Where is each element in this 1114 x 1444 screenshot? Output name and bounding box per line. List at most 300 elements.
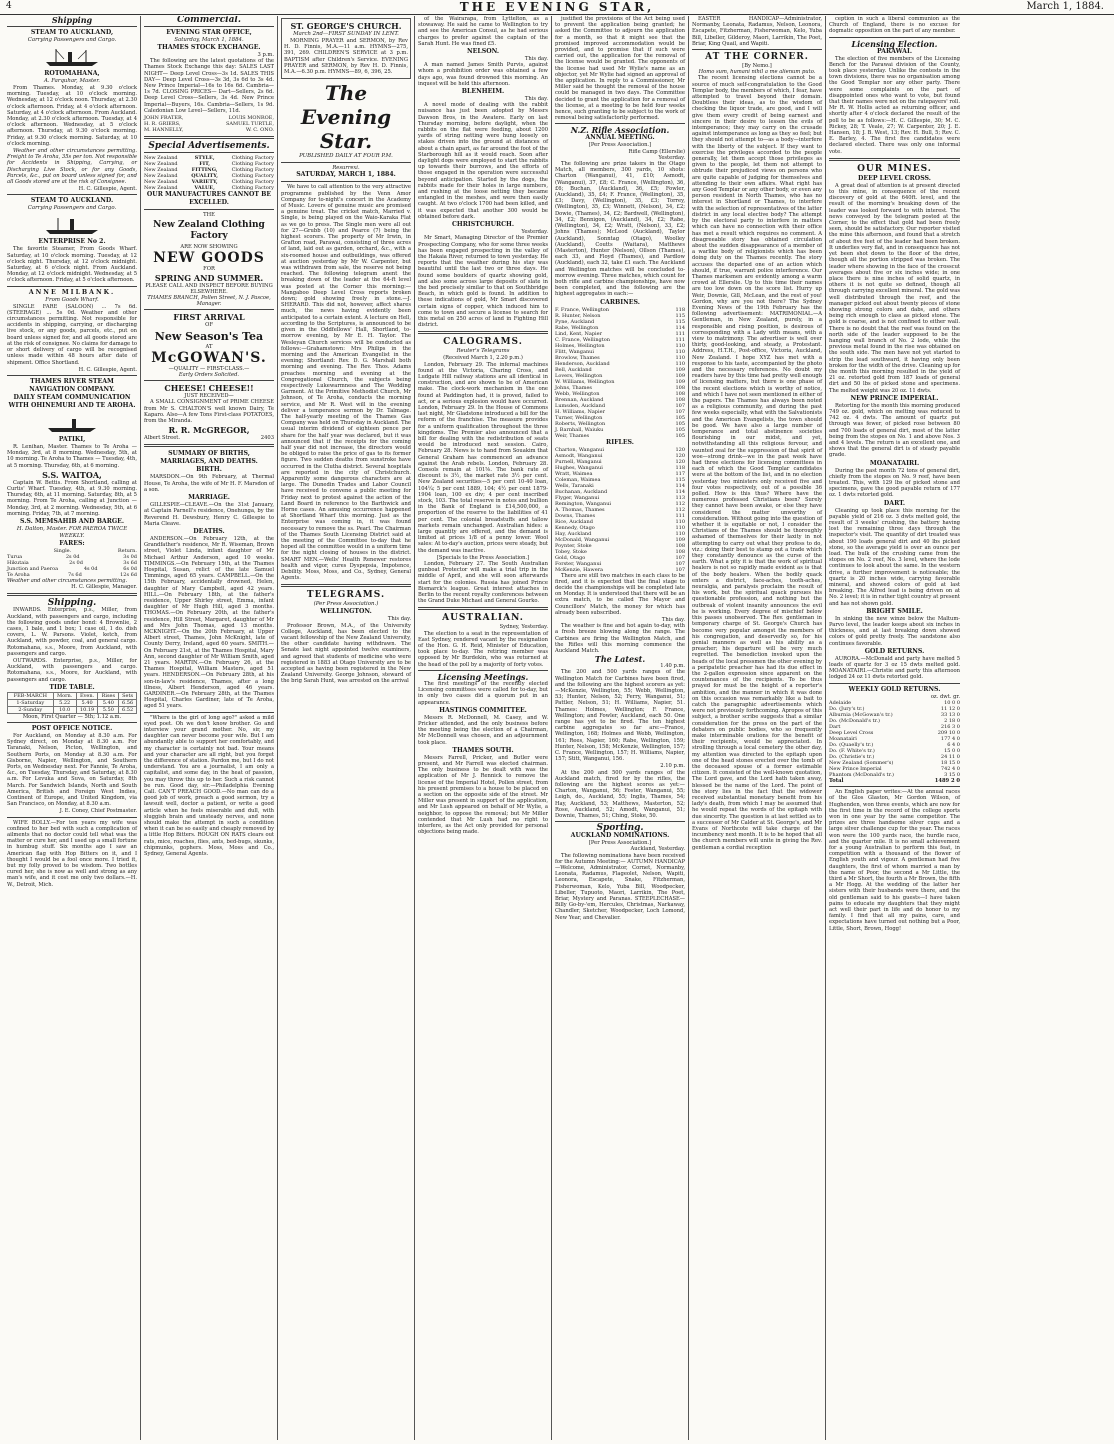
- new-seasons-tea: New Season's Tea: [154, 329, 264, 343]
- rotomahana-agent: H. C. Gillespie, Agent.: [78, 186, 137, 193]
- table-row: 2-Sunday 10.0 10.19 5.50 6.52: [8, 706, 137, 713]
- list-item-value: 114: [675, 324, 685, 331]
- list-item-name: Roberts, Wellington: [555, 420, 606, 427]
- table-row: 1-Saturday 5.22 5.40 5.40 6.56: [8, 699, 137, 706]
- waitoa-heading: S.S. WAITOA,: [42, 469, 102, 480]
- calograms-received: (Received March 1, 2.20 p.m.): [443, 355, 523, 362]
- paper-title: The Evening Star.: [300, 81, 392, 154]
- list-item-value: 107: [675, 560, 685, 567]
- weekly-units: oz. dwt. gr.: [930, 693, 960, 700]
- list-item-value: 33 13 0: [940, 711, 960, 718]
- christchurch-text: Mr Smart, Managing Director of the Premier Prospecting Company, who for some three weeks has been engaged prospecting in the valley of the Hakaia River, returned to town yesterday. He reports that the weather during his stay was beautiful until the last two or three days. He found some boulders of quartz showing gold, and also some across large deposits of slate in the bed precisely similar to that on Southbridge Beach, in which gold is found. In addition to these indications of gold, Mr Smart discovered certain signs of copper, which induced him to come to town and secure a license to search for this metal on 250 acres of land in Fighting Hill district.: [418, 235, 548, 329]
- broker-list: [144, 115, 274, 133]
- masthead-title: THE EVENING STAR,: [459, 0, 655, 14]
- list-item-value: 105: [675, 420, 685, 427]
- arrival-of: OF: [205, 322, 213, 329]
- weekly-total-value: 1489 2 0: [934, 777, 960, 784]
- list-item-value: 24 11 0: [940, 753, 960, 760]
- list-item-value: 118: [675, 464, 685, 471]
- list-item-value: 120: [675, 452, 685, 459]
- church-notice: [281, 18, 411, 79]
- nz-for: FOR: [203, 266, 215, 273]
- australian-text: The election to a seat in the representation of East Sydney, rendered vacant by the resignation of the Hon. G. H. Reid, Minister of Education, took place to-day. The retiring member was opposed by Mr Burdekin, who was returned at the head of the poll by a majority of forty votes.: [418, 630, 548, 668]
- column-4: [415, 16, 552, 1440]
- list-item-name: Rice, Auckland: [555, 518, 593, 525]
- calograms-sub: Reuter's Telegrams: [456, 348, 510, 355]
- anne-milbank-text: SINGLE FARE (SALOON) ... 7s 6d. (STEERAGE) ... 5s 0d. Weather and other circumstances permitting. Not responsible for accidents in shipping, carrying, or discharging live stock, or any goods, parcels, etc., put on board unless signed for, and all goods stored are at the risk of consignee. No claims for damage to or short delivery of cargo will be recognised unless made within 48 hours after date of shipment. Office Shortland.: [7, 303, 137, 366]
- wellington-text: Professor Brown, M.A., of the University College, Auckland, has been elected to the vacant fellowship of the New Zealand University, the other candidate having withdrawn. The Senate last night appointed twelve examiners, and agreed that students of medicine who were registered in 1883 at Otago University are to be accepted as having been registered in the New Zealand University. George Johnson, steward of the brig Sarah Hunt, was arrested on the arrival: [281, 622, 411, 685]
- calograms-text: London, February 29. The infernal machines found at the Victoria, Charing Cross, and Ludgate Hill railway stations are all identical in construction, and are shown to be of American make. The clock-work mechanism in the one found at Paddington had, it is proved, failed to act, or a serious explosion would have occurred. London, February 29. In the House of Commons last night, Mr Gladstone introduced a bill for the reform of the franchise. The measure provides for a uniform qualification throughout the three kingdoms. The Premier also announced that a bill for dealing with the redistribution of seats would be introduced next session. Cairo, February 28. News is to hand from Souakim that General Graham has commenced an advance against the Arab rebels. London, February 28. Consols remain at 101⅝. The bank rate of discount is 3½, the market rate 3½ per cent. New Zealand securities—5 per cent 10-40 loan, 104¼; 5 per cent 1889, 104; 4½ per cent 1879-1904 loan, 100 ex div; 4 per cent inscribed stock, 103. The total reserve in notes and bullion in the Bank of England is £14,500,000, a proportion of the reserve to the liabilities of 41 per cent. The colonial breadstuffs and tallow markets remain unchanged. Australian hides: a large quantity are offered, and the demand is limited at prices 1/8 of a penny lower. Wool sales: At to-day's auction, prices were steady, but the demand was inactive.: [418, 361, 548, 554]
- list-item-value: 11 12 0: [940, 705, 960, 712]
- thames-branch: THAMES BRANCH, Pollen Street, N. J. Pascoe, Manager.: [147, 295, 271, 308]
- column-3: [278, 16, 415, 1440]
- list-item-value: 2 18 0: [944, 717, 960, 724]
- deep-level-cross-heading: DEEP LEVEL CROSS.: [858, 174, 931, 182]
- column-7: [826, 16, 963, 1440]
- steamship-icon: [42, 412, 102, 434]
- marriage-heading: MARRIAGE.: [188, 494, 230, 502]
- list-item-name: Phantom (McDonald's tr.): [829, 771, 894, 778]
- rotomahana-schedule: From Thames. Monday, at 9.30 o'clock morning. Tuesday, at 10 o'clock morning. Wednesday, at 12 o'clock noon. Thursday, at 2.30 o'clock afternoon. Friday, at 4 o'clock afternoon. Saturday, at 4 o'clock afternoon. From Auckland. Monday, at 2.30 o'clock afternoon. Tuesday, at 4 o'clock afternoon. Wednesday, at 5 o'clock afternoon. Thursday, at 9.30 o'clock morning. Friday, at 9.30 o'clock morning. Saturday, at 10 o'clock morning.: [7, 85, 137, 147]
- list-item-value: 6 4 0: [947, 741, 960, 748]
- deaths-text: ANDERSON.—On February 12th, at the Grandfather's residence, Mr R. Wiseman, Brown street, Violet Linda, infant daughter of Mr Michael Arthur Anderson, aged 10 weeks. TIMMINGS.—On February 15th, at the Thames Hospital, Susan, relict of the late Samuel Timmings, aged 65 years. CAMPBELL.—On the 15th February, accidentally drowned, Helen, daughter of Mary Campbell, aged 42 years. HILL.—On February 18th, at the father's residence, Upper Shirley street, Emma, infant daughter of Mr Hugh Hill, aged 3 months. THOMAS.—On February 20th, at the father's residence, Hill Street, Margaret, daughter of Mr and Mrs John Thomas, aged 13 months. MCKNIGHT.—On the 20th February, at Upper Albert street, Thames, John McKnight, late of County Derry, Ireland, aged 60 years. SMITH.—On February 21st, at the Thames Hospital, Mary Ann, second daughter of Mr William Smith, aged 21 years. MARTIN.—On February 26, at the Thames Hospital, William Masters, aged 51 years. HENDERSON.—On February 28th, at his son-in-law's residence, Thames, after a long illness, Albert Henderson, aged 46 years. GARDINER.—On February 28th, at the Thames Hospital, Charles Gardiner, late of Te Aroha, aged 51 years.: [144, 535, 274, 710]
- list-item-name: F. France, Wellington: [555, 306, 610, 313]
- mcgowans: McGOWAN'S.: [151, 349, 267, 366]
- post-office-signature: J. E. Coney, Chief Postmaster.: [59, 808, 137, 815]
- weekly-total-label: Total: [829, 777, 844, 784]
- licensing-election-text: The election of five members of the Licensing Bench for the Parawai division of the County, took place yesterday. Unlike the contests in the town divisions, there was no organisation among the Good Templar nor any other party. There were some complaints on the part of disappointed ones who want to vote, but found that their names were not on the ratepayers' roll. Mr R. W. Hollis acted as returning officer, and shortly after 4 o'clock declared the result of the poll to be as follows:—H. C. Gillespie, 30; M. C. Rickey, 28; T. Veale, 27; W. Carpenter, 20; J. E. Hansen, 18; J. B. West, 13; Rev. H. Bull, 5; Rev. C. E. Barley, 4. The first five candidates were declared elected. There was only one informal vote.: [829, 55, 960, 155]
- wellington-heading: WELLINGTON.: [320, 608, 372, 616]
- nelson-heading: NELSON.: [467, 48, 499, 56]
- dart-heading: DART.: [883, 499, 906, 507]
- weekly-total-row: [829, 778, 960, 784]
- parawai-heading: PARAWAI.: [876, 47, 913, 55]
- steamship-icon: [42, 214, 102, 236]
- list-item-name: Alburnia (McGowan's tr.): [829, 711, 893, 718]
- list-item-value: 107: [675, 402, 685, 409]
- telegrams-heading: TELEGRAMS.: [306, 590, 386, 601]
- list-item-name: New Zealand (Sommer's): [829, 759, 894, 766]
- steamship-icon: [42, 46, 102, 68]
- list-item-name: Brennan, Auckland: [555, 396, 604, 403]
- carbines-list: [555, 307, 685, 439]
- fares-row: Junction and Paeroa 4s 0d 6s 0d: [7, 565, 137, 572]
- licensing-meetings-text: The first meetings of the recently elected Licensing committees were called for to-day, but in only two cases did a quorum put in an appearance.: [418, 680, 548, 706]
- column-6: [689, 16, 826, 1440]
- fares-table: [7, 548, 137, 578]
- manufactures-note: OUR MANUFACTURES CANNOT BE EXCELLED.: [146, 191, 272, 207]
- birth-text: MARSDON.—On 9th February, at Thermal House, Te Aroha, the wife of Mr H. F. Marsdon of a son.: [144, 474, 274, 493]
- list-item-value: 177 4 0: [940, 735, 960, 742]
- rotomahana-master: A. Farquhar, Master.: [43, 78, 101, 84]
- list-item-value: 115: [675, 476, 685, 483]
- list-item-value: 117: [675, 470, 685, 477]
- list-item-value: 112: [675, 506, 685, 513]
- thames-south-heading: THAMES SOUTH.: [452, 746, 514, 754]
- list-item-value: 110: [675, 524, 685, 531]
- thames-river-sub: DAILY STEAM COMMUNICATION WITH OHINEMURI AND TE AROHA.: [8, 393, 136, 409]
- cheese-text: A SMALL CONSIGNMENT of PRIME CHEESE from Mr S. CHALTON'S well known Dairy, Te Kaparo. Also—A few Tons First-class POTATOES, from the Miranda.: [144, 399, 274, 425]
- church-sub: March 2nd—FIRST SUNDAY IN LENT.: [293, 31, 399, 37]
- list-item-name: Gold, Otago: [555, 554, 586, 561]
- marriage-text: GILLESPIE—CLEAVE.—On the 31st January, at Captain Parnell's residence, Onehunga, by the Reverend H. Dewsbury, Henry C. Gillespie to Maria Cleave.: [144, 502, 274, 527]
- enterprise-sub: Carrying Passengers and Cargo.: [27, 205, 117, 212]
- australian-heading: AUSTRALIAN.: [442, 613, 524, 624]
- auckland-nominations: AUCKLAND NOMINATIONS.: [570, 832, 670, 840]
- deep-level-cross-text: A great deal of attention is at present directed to this mine, in consequence of the recent discovery of gold at the 640ft. level, and the result of the morning's breaking down of the leader was looked forward to with interest. The news conveyed by the telegram posted at the Corner, to the effect that gold had been freely seen, should be satisfactory. Our reporter visited the mine this afternoon, and found that a stretch of about five feet of the leader had been broken. It underlies very flat, and in consequence has not yet been shot down to the floor of the drive, though all the portion stripped was broken. The leader where showing in the face of the crosscut averages about five or six inches wide; in one place there is nine inches of solid quartz, in others it is not quite so defined, though all through carrying excellent mineral. The gold was well distributed through the reef, and the manager picked out about twenty pieces of stone showing strong colors and dabs, and others being rich enough to class as picked stone. The gold is coarse, and is not confined to either wall. There is no doubt that the reef was found on the north side of the leader supposed to be the hanging wall branch of No. 2 lode, while the previous metal found in the rise was obtained on the south side. The men have not yet started to strip the lead southward, it having only been broken for the width of the drive. Cleaning up for the month this morning resulted in the yield of 21 oz. retorted gold from 187 loads of general dirt and 50 lbs of picked stone and specimens. The melted weight was 20 oz. 11 dwts.: [829, 182, 960, 394]
- list-item-value: 111: [675, 512, 685, 519]
- list-item-name: Do. (F. White's tr.): [829, 747, 875, 754]
- enterprise-name: ENTERPRISE No 2.: [38, 238, 106, 246]
- shipping-heading: Shipping: [51, 16, 93, 25]
- list-item-name: Bell, Auckland: [555, 366, 592, 373]
- new-prince-imperial-text: Retorting for the month this morning produced 749 oz. gold, which on melting was reduced to 742 oz. 4 dwts. The amount of quartz put through was fewer, of picked rose between 80 and 700 loads of general dirt, most of the latter being from the stopes on No. 1 and above Nos. 3 and 4 levels. The return is an excellent one, and shows that the general dirt is of steady payable grade.: [829, 402, 960, 459]
- list-item-name: Asmodt, Wanganui: [555, 452, 603, 459]
- fares-row: Te Aroha 7s 6d 12s 6d: [7, 571, 137, 578]
- latest-heading: The Latest.: [594, 654, 646, 665]
- list-item-value: 108: [675, 384, 685, 391]
- list-item-name: McKenzie, Hawera: [555, 566, 604, 573]
- rr-address: Albert Street.: [144, 435, 181, 442]
- list-item-value: 216 3 0: [940, 723, 960, 730]
- at-the-corner-heading: AT THE CORNER.: [705, 52, 809, 63]
- at-the-corner-text: The recent licensing elections cannot be a source of much self-congratulation to the Good Templar body, the members of which, I fear, have attempted to travel beyond their domain. Doubtless their ideas, as to the wisdom of checking the liquor trade, are good, and I will give them every credit of being earnest and sincere in their desire to lessen the evils of intemperance; they may carry on the crusade against intemperance as long as they so feel; but they should not attempt to—as a body—interfere with the liberty of the subject. If they want to exercise the privileges accorded to the people generally, let them accept those privileges as given to the people, let them not attempt to obtrude their prejudiced views on persons who are quite capable of judging for themselves and attending to their own affairs. What right has any Good Templar or any other body, or even any person resident in North Thames, who has no interest in Shortland or Thames, to interfere with the selection of representatives of the latter district in any local elective body? The attempt by the electoral party to interfere in matters which can have no connection with their office has met a result which requires no comment. A disagreeable story has obtained circulation about the sudden disappearance of a member of a warlike body of religionists which has been doing duty on the Thames recently. The story accuses the departed one of an action which should, if true, warrant police interference. Our Thames marksmen are evidently among a warm crowd at Ellerslie. Up to this time their names are too low down on the score list. Hurry up Weir, Downie, Gill, McLean, and the rest of you! Gordon, why are you not there? The Sydney Evening News of the 19th February has the following advertisement: MATRIMONIAL.—A Gentleman, in New Zealand, purely, in a responsible and rising position, is desirous of corresponding with a Lady with means, with a view to matrimony. The advertiser is well over thirty, good-looking, and steady, a Protestant. Address, H.T.H., Post-office, Victoria, Auckland, New Zealand. I hope XYZ has met with a response to his taste, accompanied by the photo and the necessary references. No doubt my readers have by this time had pretty well enough of licensing matters, but there is one phase of the recent elections which is worthy of notice, and which I have not seen mentioned in either of the papers. The Thames has always been noted as a religious community, and during the past few weeks especially, what with the Salvationists and the American Evangelists, the town should be good. We have also a large number of temperance and total abstinence societies flourishing in our midst, and yet, notwithstanding all this religious fervour, and vaunted zeal for the suppression of that spirit of woe—strong drink—we in the past week have had three elections for licensing committees in each of which the Good Templar candidates were at the bottom of the list, and in no election yesterday two ministers only received five and four votes respectively, out of a possible 36 polled. How is this thus? Where have the numerous professed Christians been? Surely they cannot have been awake, or else they have considered the matter unworthy of consideration. Without going into the question of whether it is equitable or not, I consider the Christians of the Thames should be thoroughly ashamed of themselves for their laxity in not attempting to carry out what they profess to do, viz.: doing their best to stamp out a trade which they constantly denounce as the curse of the earth. What a pity it is that the work of spiritual healers is not so rapidly made evident as is that of the body healers. When the bodily quack enters a district, face-aches, tooth-aches, neuralgia, and paralysis proclaim the result of his work, but the spiritual quack pursues his questionable profession, and nothing but the outbreak of violent insanity announces the evil he is working. Every degree of mischief below this passes unobserved. The Rev. gentleman in temporary charge of St. George's Church has become very popular amongst the members of his congregation, and deservedly so, for his genial manners as well as his ability as a preacher; his departure will be very much regretted. The benediction invoked upon the heads of the local pressmen the other evening by a peripatetic preacher has had its due effect in the 2-gallon expression since apparent on the countenances of the recipients. To be thus prayed for must be the height of a reporter's ambition, and the manner in which it was done on this occasion was remarkably like a bait to catch the paragraphic advertisements which were not previously forthcoming. Apropos of this subject, a brother scribe suggests that a similar consideration for the press on the part of the debaters on public bodies, who so frequently make interminable orations for the benefit of their recipients, would be appreciated. In strolling through a local cemetery the other day, my attention was directed to the epitaph upon one of the head stones erected over the tomb of the deceased spouse of a former estimable citizen. It consisted of the well-known quotation, The Lord gave, and the Lord hath taken away, blessed be the name of the Lord. The point of the story lies in the fact that the widower received substantial monetary benefit from his lady's death, from which I may be assumed that he would repeat the words of the epitaph with due sincerity. The question is at last settled as to a successor of Mr Calder at St. George's, and Mr Evans of Northcote will take charge of the incumbency next month. It is to be hoped that all the church members will unite in giving the Rev. gentleman a cordial reception: [692, 75, 822, 851]
- tide-table: [7, 692, 137, 714]
- broker-name: LOUIS MONROE,: [228, 115, 274, 122]
- list-item-name: R. Hunter, Nelson: [555, 312, 601, 319]
- masthead: [0, 0, 1114, 15]
- list-item-value: 105: [675, 426, 685, 433]
- licensing-meetings-heading: Licensing Meetings.: [437, 671, 529, 682]
- masthead-page-number: 4: [6, 1, 12, 11]
- nz-the: THE: [203, 212, 215, 219]
- fares-heading: FARES:: [59, 539, 85, 547]
- list-item-name: Lovers, Wellington: [555, 372, 603, 379]
- list-item-value: 3 15 0: [944, 771, 960, 778]
- gold-returns-heading: GOLD RETURNS.: [864, 647, 925, 655]
- list-item-name: Turner, Wellington: [555, 414, 603, 421]
- columns: [4, 16, 1112, 1440]
- list-item-name: Forster, Wanganui: [555, 560, 602, 567]
- continued-text: of the Wairarapa, from Lyttelton, as a stowaway. He said he came to Wellington to try and see the American Consul, as he had serious charges to prefer against the captain of the Sarah Hunt. He was fined £5.: [418, 16, 548, 47]
- table-row: FEB-MARCH Morn. Even. Rises Sets: [8, 692, 137, 699]
- quality-first-class: —QUALITY — FIRST-CLASS.—: [168, 365, 250, 372]
- latest-time: 1.40 p.m.: [660, 663, 685, 670]
- birth-heading: BIRTH.: [196, 466, 222, 474]
- early-orders: Early Orders Solicited.: [178, 372, 240, 379]
- list-item-value: 111: [675, 336, 685, 343]
- continued-text: EASTER HANDICAP—Administrator, Normanby, Leonata, Radamus, Nelson, Leonora, Escapete, Fitzherman, Fisherwoman, Kelo, Yuba Bill, Libeller, Gilderoy, Maori, Larrikin, The Poet, Briar, King Quail, and Wapiti.: [692, 16, 822, 47]
- broker-name: JOHN FRATER,: [144, 115, 184, 122]
- list-item-name: Do. (Quaelly's tr.): [829, 741, 874, 748]
- wellington-day: This day.: [387, 616, 411, 623]
- list-item-name: Flitt, Wanganui: [555, 348, 594, 355]
- list-item-value: 108: [675, 542, 685, 549]
- rifle-day-2: This day.: [661, 616, 685, 623]
- list-item-name: New Prince Imperial: [829, 765, 882, 772]
- list-item-value: 108: [675, 390, 685, 397]
- anne-milbank-agent: H. C. Gillespie, Agent.: [78, 366, 137, 373]
- list-item-value: 110: [675, 530, 685, 537]
- summary-heading: SUMMARY OF BIRTHS, MARRIAGES, AND DEATHS.: [160, 450, 258, 466]
- list-item-name: Deep Level Cross: [829, 729, 874, 736]
- list-item-name: Lind, Kent, Napier: [555, 330, 602, 337]
- licensing-election-heading: Licensing Election.: [851, 38, 938, 49]
- list-item-name: H. Williams, Napier: [555, 408, 605, 415]
- evening-star-office-date: Saturday, March 1, 1884.: [174, 37, 244, 43]
- commercial-heading: Commercial.: [177, 16, 241, 25]
- deaths-heading: DEATHS.: [193, 527, 225, 535]
- church-text: MORNING PRAYER and SERMON, by Rev H. D. Finnis, M.A.—11 a.m. HYMNS—275, 391, 269. CHILDREN'S SERVICE at 3 p.m. BAPTISM after Children's Service. EVENING PRAYER and SERMON, by Rev H. D. Finnis, M.A.—6.30 p.m. HYMNS—89, 6, 396, 25.: [284, 38, 408, 76]
- christchurch-day: Yesterday.: [521, 229, 548, 236]
- list-item-name: Rabe, Wellington: [555, 324, 599, 331]
- misc-paragraphs: "Where is the girl of long ago?" asked a mild eyed poet. Oh we don't know brother. Go and interview your grand mother. No, sir, my daughter can never become your wife. But I am abundantly able to support her comfortably, and my character is certainly not bad. Your means and your character are all right, but you forget the difference of station. Pardon me, but I do not understand. You are a journalist, I am only a capitalist, and some day, in the heat of passion, you may throw this up to her. Such a risk cannot be run. Good day, sir.—Philadelphia Evening Call. CAN'T PREACH GOOD.—No man can do a good job of work, preach a good sermon, try a lawsuit well, doctor a patient, or write a good article when he feels miserable and dull, with sluggish brain and unsteady nerves, and none should make the attempt in such a condition when it can be so easily and cheaply removed by a little Hop Bitters. ROUGH ON RATS clears out rats, mice, roaches, flies, ants, bed-bugs, skunks, chipmunks, gophers. Moss, Moss and Co., Sydney, General Agents.: [144, 714, 274, 858]
- telegrams-sub: (Per Press Association.): [313, 601, 379, 608]
- list-item-name: Moanatairi: [829, 735, 857, 742]
- rr-mcgregor: R. R. McGREGOR,: [168, 425, 250, 436]
- anne-milbank-sub: From Goods Wharf.: [45, 296, 99, 303]
- stock-exchange-text: The following are the latest quotations of the Thames Stock Exchange this day: SALES LAST NIGHT— Deep Level Cross—3s 1d. SALES THIS DAY— Deep Level Cross—3s 3d, 3s 6d to 3s 4d. New Prince Imperial—16s to 16s 6d. Cambria—1s 7d. CLOSING PRICES— Dart—Sellers, 2s 6d. Deep Level Cross—Sellers, 3s 4d. New Prince Imperial—Buyers, 16s. Cambria—Sellers, 1s 9d. Caledonian Low Level—Sellers, 11d.: [144, 58, 274, 114]
- blenheim-day: This day.: [524, 96, 548, 103]
- list-item-value: 742 4 0: [940, 765, 960, 772]
- list-item-name: A. Thomas, Thames: [555, 506, 605, 513]
- list-item-name: Browlow, Thames: [555, 354, 600, 361]
- specials-heading: [Specials to the Press Association.]: [436, 554, 530, 561]
- column-1: [4, 16, 141, 1440]
- list-item-name: Coleman, Waimea: [555, 476, 601, 483]
- steam-to-auckland-sub: Carrying Passengers and Cargo.: [27, 37, 117, 43]
- list-item-value: 107: [675, 554, 685, 561]
- fares-row: Single. Return.: [53, 547, 137, 554]
- moanatairi-heading: MOANATAIRI.: [869, 459, 920, 467]
- rifle-press: [Per Press Association.]: [588, 142, 652, 149]
- blenheim-text: A novel mode of dealing with the rabbit nuisance has just been adopted by Messrs Dawson Bros, in the Awatere. Early on last Thursday morning, before daylight, when the rabbits on the flat were feeding, about 1200 yards of string netting were hung loosely on stakes driven into the ground at distances of about a chain apart, as far around the foot of the Starborough hill as it would reach. Soon after daylight dogs were employed to start the rabbits up towards their burrows, and the efforts of those engaged in the operation were successful beyond anticipation. Started by the dogs, the rabbits made for their holes in large numbers, and rushing at the loose netting they became entangled in the meshes, and were then easily caught. At two o'clock 1700 had been killed, and it was expected that another 300 would be obtained before dark.: [418, 102, 548, 220]
- latest-text: The 200 and 500 yards ranges of the Wellington Match for Carbines have been fired, and the following are the highest scorers as yet:—McKenzie, Wellington, 55; Webb, Wellington, 53; Hunter, Nelson, 52; Ferry, Wanganui, 51; Pattler, Nelson, 51; H. Williams, Napier, 51. Thames: Holmes, Wellington; F. France, Wellington; and Fowler, Auckland, each 50. One range has yet to be fired. The ten highest carbine aggregates so far are:—France, Wellington, 168; Holmes and Webb, Wellington, 161; Rees, Napier, 160; Rabe, Wellington, 159; Hunter, Nelson, 158; McKenzie, Wellington, 157; C. France, Wellington, 157; H. Williams, Napier, 157; Stitt, Wanganui, 156.: [555, 669, 685, 763]
- fares-agent: H. C. Gillespie, Manager.: [71, 584, 137, 591]
- gold-returns-text: AURORA.—McDonald and party have melted 5 loads of quartz for 3 oz 15 dwts melted gold. MOANATAIRI.—Christie and party this afternoon lodged 24 oz 11 dwts retorted gold.: [829, 655, 960, 681]
- list-item-value: 115: [675, 312, 685, 319]
- our-mines-heading: OUR MINES.: [857, 163, 932, 174]
- rifle-association-heading: N.Z. Rifle Association.: [570, 125, 670, 136]
- rifle-after-text: There are still two matches in each class to be fired, and it is expected that the final stage to decide the championships will be completed late on Monday. It is understood that there will be an extra match, to be called The Mayor and Councillors' Match, the money for which has already been subscribed.: [555, 572, 685, 616]
- rifle-annual-meeting: ANNUAL MEETING.: [585, 134, 655, 142]
- list-item-value: 109: [675, 536, 685, 543]
- bright-smile-text: In sinking the new winze below the Maltum-Parvo level, the leader keeps about six inches in thickness, and at last breaking down showed colors of gold pretty freely. The sandstone also continues favorable.: [829, 615, 960, 647]
- list-item-name: McDonald, Wanganui: [555, 536, 610, 543]
- list-item-value: 105: [675, 414, 685, 421]
- steam-to-auckland-heading: STEAM TO AUCKLAND,: [30, 29, 114, 36]
- new-prince-imperial-heading: NEW PRINCE IMPERIAL.: [850, 394, 939, 402]
- enterprise-heading: STEAM TO AUCKLAND.: [30, 197, 114, 205]
- list-item-name: Tobey, Stoke: [555, 548, 587, 555]
- list-item-value: 109: [675, 378, 685, 385]
- rifles-list: [555, 447, 685, 573]
- list-item-name: Holmes, Wellington: [555, 342, 605, 349]
- list-item-value: 110: [675, 354, 685, 361]
- stock-exchange-time: 3 p.m.: [257, 52, 274, 58]
- list-item-name: Wratt, Waimea: [555, 470, 593, 477]
- nelson-text: A man named James Smith Purvis, against whom a prohibition order was obtained a few days ago, was found drowned this morning. An inquest will be held this afternoon.: [418, 62, 548, 87]
- nz-clothing-factory-title: New Zealand Clothing Factory: [153, 220, 265, 242]
- list-item-name: Pyne, Auckland: [555, 318, 595, 325]
- fares-row: Turua 2s 0d 3s 0d: [7, 553, 137, 560]
- list-item-value: 209 10 0: [937, 729, 960, 736]
- patiki-schedule: R. Lenihan, Master. Thames to Te Aroha — Monday, 3rd, at 8 morning. Wednesday, 5th, at 10 morning. Te Aroha to Thames — Tuesday, 4th, at 5 morning. Thursday, 6th, at 6 morning.: [7, 443, 137, 469]
- evening-star-office-heading: EVENING STAR OFFICE,: [166, 29, 252, 36]
- list-item-value: 114: [675, 482, 685, 489]
- fares-note: Weather and other circumstances permitting.: [7, 577, 128, 584]
- post-office-text: For Auckland, on Monday at 8.30 a.m. For Sydney direct, on Monday at 8.30 a.m. For Taranaki, Nelson, Picton, Wellington, and Southern Ports, on Monday at 8.30 a.m. For Gisborne, Napier, Wellington, and Southern Ports, on Wednesday next. For Fannie, Te Aroha, &c., on Tuesday, Thursday, and Saturday, at 8.30 a.m. For Levuka and Suva, on Saturday, 8th March. For Sandwich Islands, North and South America, British and Foreign West Indies, Continent of Europe, and United Kingdom, via San Francisco, on Monday, at 8.30 a.m.: [7, 732, 137, 808]
- rifle-after-text-2: The weather is fine and hot again to-day, with a fresh breeze blowing along the range. The Carbines are firing the Wellington Match, and the Rifles will this morning commence the Auckland Match.: [555, 623, 685, 654]
- shipping-news-heading: Shipping.: [47, 598, 97, 609]
- list-item-value: 115: [675, 318, 685, 325]
- church-heading: ST. GEORGE'S CHURCH.: [290, 21, 402, 31]
- list-item-name: Do. (Christie's tr.): [829, 753, 875, 760]
- list-item-name: Downs, Thames: [555, 512, 596, 519]
- latest-text-2: At the 200 and 500 yards ranges of the Auckland match, fired for by the rifles, the following are the highest scores as yet:—Charton, Wanganui, 56; Foster, Wanganui, 55; Leigh, do., Auckland, 55; Inglis, Thames, 54; Hay, Auckland, 53; Matthews, Masterton, 52; Rose, Auckland, 52; Amodt, Wanganui, 51; Downie, Thames, 51; Ching, Stoke, 50.: [555, 769, 685, 820]
- list-item-name: Hay, Auckland: [555, 530, 592, 537]
- wife-bolly-text: WIFE BOLLY.—For ten years my wife was confined to her bed with such a complication of ailments that no doctor could tell what was the matter or cure her, and I used up a small fortune in humbug stuff. Six months ago I saw an American flag with Hop Bitters on it, and I thought I would be a fool once more. I tried it, but my folly proved to be wisdom. Two bottles cured her, she is now as well and strong as any man's wife, and it cost me only two dollars.—H. W., Detroit, Mich.: [7, 819, 137, 888]
- blenheim-heading: BLENHEIM.: [461, 88, 505, 96]
- list-item-name: C. France, Wellington: [555, 336, 610, 343]
- sporting-text: The following nominations have been received for the Autumn Meeting:— AUTUMN HANDICAP—Welcome, Administrator, Cornet, Normanby, Leonata, Radamus, Flageolet, Nelson, Wapiti, Leonora, Escapete, Snake, Fitzherman, Fisherwoman, Kelo, Yuba Bill, Woodpecker, Libeller, Tupuoto, Maori, Larrikin, The Poet, Briar, Mystery and Paranas. STEEPLECHASE—Billy Go-by-'em, Hercules, Christmas, Narkaway, Chandler, Sketcher, Woodpecker, Loch Lomond, New Year, and Chevalier.: [555, 852, 685, 921]
- christchurch-heading: CHRISTCHURCH.: [451, 221, 515, 229]
- continued-text: ception in such a liberal communion as the Church of England, there is no excuse for dogmatic opposition on the part of any member.: [829, 16, 960, 35]
- broker-name: SAMUEL TURTLE,: [225, 121, 274, 128]
- broker-name: W. C. ONO.: [245, 127, 274, 134]
- list-item-name: Webb, Wellington: [555, 390, 600, 397]
- anne-milbank-heading: ANNE MILBANK.: [28, 288, 116, 296]
- list-item-value: 108: [675, 548, 685, 555]
- list-item-name: Charton, Wanganui: [555, 446, 604, 453]
- thames-south-text: Messrs Farrell, Pricker, and Butler were present, and Mr Farrell was elected chairman. The only business to be dealt with was the application of Mr J. Rennick to remove the license of the Imperial Hotel, Pollen street, from his present premises to a house to be placed on a section on the opposite side of the street. Mr Miller was present in support of the application, and Mr Lush appeared on behalf of Mr Wylie, a neighbor, to oppose the removal; but Mr Miller contended that Mr Lush had no right to interfere, as the Act only provided for personal objections being made.: [418, 754, 548, 836]
- sporting-place: Auckland, Yesterday.: [630, 846, 685, 853]
- list-item-name: W. Williams, Wellington: [555, 378, 615, 385]
- list-item-name: Lumsden, Auckland: [555, 402, 606, 409]
- hastings-heading: HASTINGS COMMITTEE.: [439, 706, 527, 714]
- list-item-name: Johns, Thames: [555, 384, 593, 391]
- column-2: [141, 16, 278, 1440]
- list-item-name: Kennedy, Otago: [555, 524, 595, 531]
- list-item-name: Do. (McDonald's tr.): [829, 717, 880, 724]
- list-item-value: 110: [675, 518, 685, 525]
- cheese-heading: CHEESE! CHEESE!!: [164, 383, 254, 394]
- list-item-value: 109: [675, 372, 685, 379]
- list-item-name: Dart: [829, 723, 841, 730]
- list-item-name: Flyger, Wanganui: [555, 494, 600, 501]
- list-item-value: 18 15 0: [940, 759, 960, 766]
- dart-text: Cleaning up took place this morning for the payable yield of 216 oz. 3 dwts melted gold, the result of 3 weeks' crushing, the battery having lost the remaining three days through the inspector's visit. The quantity of dirt treated was about 190 loads general dirt and 40 lbs picked stone, so the average yield is over an ounce per load. The bulk of the crushing came from the stopes on No. 2 reef, No. 3 level, where the lode continues to look about the same. In the western drive, a further improvement is noticeable; the quartz is 20 inches wide, carrying favorable mineral, and showed colors of gold at last breaking. The Alfred lead is being driven on at No. 2 level; it is in rather tight country at present and has not shown gold.: [829, 507, 960, 607]
- rr-number: 2403: [260, 435, 274, 442]
- patiki-name: PATIKI,: [58, 435, 86, 443]
- nelson-day: This day.: [524, 56, 548, 63]
- cheese-sub: JUST RECEIVED—: [184, 393, 234, 400]
- rifle-text: The following are prize takers in the Otago Match, all members, 300 yards, 10 shots: Charton (Wanganui), 41, £10; Asmodt, (Wanganui), 37, £8; C. France, (Wellington), 36, £6; Buchan, (Auckland), 36, £5; Fowler, (Auckland), 35, £4; F. France, (Wellington), 35, £3; Davy, (Wellington), 35, £3; Torrey, (Wellington), 35, £3; Winnett, (Nelson), 34, £2; Dowie, (Thames), 34, £2; Bardwell, (Wellington), 34, £2; Bennigon, (Auckland), 34, £2; Rabe, (Wellington), 34, £2; Wratt, (Nelson), 33, £2; Johns (Thames); McLeod (Auckland), Taylor (Auckland), Sonntag (Otago), Woolley (Auckland), Coutts (Waitara), Matthews (Masterton), Hunter (Nelson), Ollson (Thames), each 33, and Floyd (Thames), and Pardlow (Auckland), each 32, take £1 each. The Auckland and Wellington matches will be concluded to-morrow evening. Three matches, which count for both rifle and carbine championships, have now been completed, and the following are the highest aggregates in each:—: [555, 161, 685, 298]
- moanatairi-text: During the past month 72 tons of general dirt, chiefly from the stopes on No. 9 reef, have been treated. This, with 129 lbs of picked stone and specimens, gave the good payable return of 177 oz. 1 dwts retorted gold.: [829, 467, 960, 499]
- list-item-name: Henderson, Auckland: [555, 360, 610, 367]
- first-arrival: FIRST ARRIVAL: [173, 312, 245, 323]
- rifles-heading: RIFLES.: [606, 438, 634, 446]
- list-item-value: 110: [675, 348, 685, 355]
- weekly-returns-heading: WEEKLY GOLD RETURNS.: [848, 685, 941, 693]
- sporting-heading: Sporting.: [596, 823, 644, 834]
- paper-motto: Resurrexi.: [332, 165, 360, 172]
- list-item-value: 110: [675, 342, 685, 349]
- spring-summer: SPRING AND SUMMER.: [154, 272, 264, 283]
- list-item-value: 120: [675, 446, 685, 453]
- list-item-value: 114: [675, 488, 685, 495]
- list-item-name: J. Barnhall, Waiuku: [555, 426, 604, 433]
- list-item-name: Wells, Taranaki: [555, 482, 594, 489]
- list-item-name: Adelaide: [829, 699, 852, 706]
- new-goods-banner: NEW GOODS: [153, 250, 265, 267]
- list-item-value: 107: [675, 408, 685, 415]
- broker-name: M. HANNELLY,: [144, 127, 184, 134]
- outwards-text: OUTWARDS. Enterprise, p.s., Miller, for Auckland, with passengers and cargo. Rotomahana, s.s., Moore, for Auckland, with passengers and cargo.: [7, 657, 137, 683]
- inwards-text: INWARDS. Enterprise, p.s., Miller, from Auckland, with passengers and cargo, including the following goods under bond: 4 Brownlie, 2 cases, 1 bale, and 1 box; 1 case oil, 1 do. dish covers, L. W. Parsons. Violet, ketch, from Auckland, with powder, coal, and general cargo. Rotomahana, s.s., Moore, from Auckland, with passengers and cargo.: [7, 607, 137, 657]
- thames-river-heading: THAMES RIVER STEAM NAVIGATION COMPANY.: [29, 377, 115, 393]
- list-item-value: 111: [675, 330, 685, 337]
- list-item-value: 10 0 0: [944, 699, 960, 706]
- broker-name: H. R. GRIERS,: [144, 121, 181, 128]
- rifle-day: Yesterday.: [658, 154, 685, 161]
- bright-smile-heading: BRIGHT SMILE.: [866, 607, 923, 615]
- rotomahana-name: ROTOMAHANA,: [44, 70, 100, 77]
- list-item-value: 15 0 0: [944, 747, 960, 754]
- list-item-name: Remington, Wanganui: [555, 500, 612, 507]
- memsahib-sub: H. Dalton, Master. FOR PAEROA TWICE WEEKLY.: [16, 525, 128, 539]
- carbines-heading: CARBINES.: [600, 298, 640, 306]
- list-item-value: 110: [675, 360, 685, 367]
- weekly-returns-list: [829, 700, 960, 778]
- list-item-name: Hughes, Wanganui: [555, 464, 603, 471]
- english-paper-text: An English paper writes:—At the annual races of the Glos Glaston, Mr Gordon Wilson, of Hughenden, won three events, which are now for the first time in the record of the college sports won in one year by the same competitor. The prizes are three handsome silver cups and a large silver challenge cup for the year. The races won were the 100 yards race, the hurdle race, and the quarter mile. It is no small achievement for a young Australian to perform this feat, in competition with a thousand of the flower of English youth and vigour. A gentleman had five daughters, the first of whom married a man by the name of Poor, the second a Mr Little, the third a Mr Short, the fourth a Mr Brown, the fifth a Mr Hogg. At the wedding of the latter her sisters with their husbands were there, and the old gentleman said to his guests—I have taken pains to educate my daughters that they might act well their part in life and do honor to my family. I find that all my pains, care, and expectations have turned out nothing but a Poor, Little, Short, Brown, Hogg!: [829, 789, 960, 932]
- list-item-value: 108: [675, 396, 685, 403]
- list-item-value: 109: [675, 366, 685, 373]
- specials-text: London, February 27. The South Australian gunboat Protector will make a trial trip in the middle of April, and she will soon afterwards start for the colonies. Russia has joined Prince Bismarck's league. Great interest attaches in Berlin to the recent royalty conferences between the Grand Duke Michael and General Gourko.: [418, 561, 548, 605]
- continued-text: justified the provisions of the Act being used to prevent the application being granted; he asked the Committee to adjourn the application for a month, so that it might see that the promised improved accommodation would be provided, and to promise that if such were carried out, the application for the removal of the license would be granted. The opponents of the license had used Mr Wylie's name as an objector, yet Mr Wylie had signed an approval of the application. In reply to a Commissioner, Mr Miller said he thought the removal of the house could be managed in two days. The Committee decided to grant the application for a removal of the license, at a meeting to be held four weeks hence, such granting to be subject to the work of removal being satisfactorily performed.: [555, 16, 685, 122]
- nz-please-call: PLEASE CALL AND INSPECT BEFORE BUYING ELSEWHERE.: [145, 282, 273, 295]
- list-item-value: 120: [675, 458, 685, 465]
- list-item-name: Poynter, Stoke: [555, 542, 592, 549]
- list-item-value: 105: [675, 432, 685, 439]
- list-item-name: Do. (Jury's tr.): [829, 705, 865, 712]
- paper-published: PUBLISHED DAILY AT FOUR P.M.: [299, 153, 393, 160]
- list-item-value: 113: [675, 494, 685, 501]
- australian-place: Sydney, Yesterday.: [499, 624, 548, 631]
- arrival-at: AT: [205, 343, 213, 350]
- rotomahana-note: Weather and other circumstances permitting. Freight to Te Aroha, 35s per ton. Not responsible for Accidents in Shipping, Carrying, or Discharging Live Stock, or for any Goods, Parcels, &c., put on board unless signed for, and all Goods stored are at the risk of Consignee.: [7, 148, 137, 186]
- post-office-heading: POST OFFICE NOTICE.: [31, 724, 113, 732]
- list-item-value: 118: [675, 306, 685, 313]
- sporting-press: [Per Press Association.]: [588, 840, 652, 847]
- tide-table-heading: TIDE TABLE.: [49, 683, 95, 691]
- nz-are-now-showing: ARE NOW SHOWING: [180, 244, 238, 251]
- special-ads-heading: Special Advertisements.: [148, 141, 270, 152]
- enterprise-schedule: The favorite Steamer, From Goods Wharf. Saturday, at 10 o'clock morning. Tuesday, at 12 o'clock night. Thursday, at 12 o'clock midnight. Saturday, at 6 o'clock night. From Auckland. Monday, at 12 o'clock midnight. Wednesday, at 5 o'clock afternoon. Friday, at 5 o'clock afternoon.: [7, 246, 137, 284]
- rifle-place: Rifle Camp (Ellerslie): [628, 148, 685, 155]
- column-5: [552, 16, 689, 1440]
- hastings-text: Messrs R. McDonnell, M. Casey, and W. Pricker attended, and the only business before the meeting being the election of a Chairman, Mr McDonnell was chosen, and an adjournment took place.: [418, 714, 548, 746]
- latest-time-2: 2.10 p.m.: [660, 763, 685, 770]
- fares-row: Hikutaia 2s 0d 3s 6d: [7, 559, 137, 566]
- paper-date: SATURDAY, MARCH 1, 1884.: [296, 171, 396, 179]
- list-item-name: Purnell, Wanganui: [555, 458, 602, 465]
- list-item-value: 112: [675, 500, 685, 507]
- clothing-factory-ad: New Zealand STYLE, Clothing Factory New Zealand FIT, Clothing Factory New Zealand FITTING, Clothing Factory New Zealand QUALITY, Clothing Factory New Zealand VARIETY, Clothing Factory New Zealand VALUE, Clothing Factory: [144, 155, 274, 192]
- stock-exchange-heading: THAMES STOCK EXCHANGE.: [157, 44, 261, 51]
- at-the-corner-motto: Homo sum, humani nihil a me alienum puto.: [698, 69, 816, 76]
